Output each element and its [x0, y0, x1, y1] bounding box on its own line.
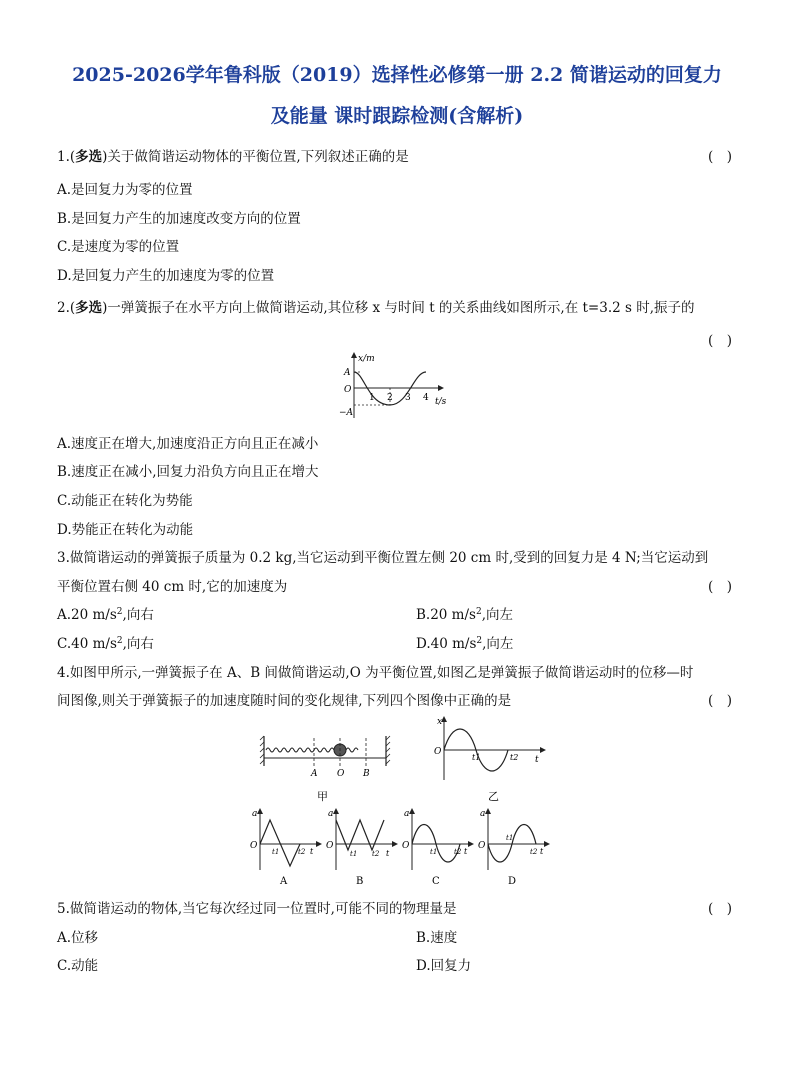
svg-text:t1: t1 — [430, 848, 438, 856]
svg-text:t2: t2 — [372, 850, 380, 858]
svg-text:O: O — [326, 841, 334, 851]
svg-text:t: t — [310, 847, 314, 856]
yi-y-label: x — [437, 717, 443, 727]
choice-c-curve — [412, 825, 460, 863]
q2-option-d: D.势能正在转化为动能 — [57, 522, 194, 538]
q3-option-d: D.40 $m/s^2$,向左 — [416, 636, 514, 652]
svg-text:t1: t1 — [272, 848, 280, 856]
q4-choice-d-graph — [474, 806, 558, 888]
q2-x-arrow — [351, 352, 357, 358]
choice-b-caption: B — [356, 876, 364, 887]
choice-d-curve — [488, 825, 536, 863]
q5-option-c: C.动能 — [57, 958, 99, 974]
yi-t2: t2 — [510, 753, 519, 762]
q2-label-A: A — [344, 368, 351, 378]
q1-multi-tag: 多选 — [75, 149, 103, 165]
q2-option-a: A.速度正在增大,加速度沿正方向且正在减小 — [57, 436, 319, 452]
svg-text:t2: t2 — [454, 848, 462, 856]
caption-jia: 甲 — [317, 790, 328, 803]
q3-stem-line1: 3.做简谐运动的弹簧振子质量为 0.2 kg,当它运动到平衡位置左侧 20 cm 时,受到的回复力是 4 N;当它运动到 — [57, 550, 709, 566]
q5-option-a: A.位移 — [57, 930, 99, 946]
svg-text:t1: t1 — [350, 850, 358, 858]
q1-number: 1.( — [57, 149, 76, 165]
q4-fig-yi-graph — [428, 714, 558, 806]
q1-option-d: D.是回复力产生的加速度为零的位置 — [57, 268, 275, 284]
q4-stem-line1: 4.如图甲所示,一弹簧振子在 A、B 间做简谐运动,O 为平衡位置,如图乙是弹簧振子做简谐运动时的位移—时 — [57, 665, 694, 681]
svg-text:a: a — [252, 809, 258, 819]
right-wall — [386, 736, 390, 766]
label-A: A — [311, 769, 318, 779]
svg-text:a: a — [480, 809, 486, 819]
choice-a-curve — [260, 820, 300, 866]
choice-c-caption: C — [432, 876, 440, 887]
q2-label-negA: −A — [339, 408, 354, 418]
svg-text:t: t — [464, 847, 468, 856]
svg-text:t2: t2 — [298, 848, 306, 856]
q2-t-arrow — [438, 385, 444, 391]
q2-multi-tag: 多选 — [75, 300, 103, 316]
q2-text: )一弹簧振子在水平方向上做简谐运动,其位移 x 与时间 t 的关系曲线如图所示,在 t=3.2 s 时,振子的 — [102, 300, 695, 316]
q1-answer-bracket: ( ) — [708, 149, 733, 165]
q2-stem — [57, 296, 695, 316]
q2-origin: O — [344, 385, 352, 395]
q5-answer-bracket: ( ) — [708, 901, 733, 917]
q1-stem — [57, 145, 409, 165]
q2-tick-4: 4 — [423, 393, 429, 403]
svg-text:a: a — [328, 809, 334, 819]
q3-stem-line2: 平衡位置右侧 40 cm 时,它的加速度为 — [57, 579, 288, 595]
q1-text: )关于做简谐运动物体的平衡位置,下列叙述正确的是 — [102, 149, 409, 165]
q4-answer-bracket: ( ) — [708, 693, 733, 709]
yi-t1: t1 — [472, 753, 481, 762]
q3-option-c: C.40 $m/s^2$,向右 — [57, 636, 154, 652]
svg-text:O: O — [250, 841, 258, 851]
q5-stem: 5.做简谐运动的物体,当它每次经过同一位置时,可能不同的物理量是 — [57, 901, 457, 917]
q2-number: 2.( — [57, 300, 76, 316]
q2-option-b: B.速度正在减小,回复力沿负方向且正在增大 — [57, 464, 319, 480]
q2-tick-1: 1 — [369, 393, 375, 403]
svg-text:t1: t1 — [506, 834, 514, 842]
q3-option-b: B.20 $m/s^2$,向左 — [416, 607, 513, 623]
q1-option-a: A.是回复力为零的位置 — [57, 182, 193, 198]
q5-option-d: D.回复力 — [416, 958, 472, 974]
q2-y-label: x/m — [358, 354, 375, 364]
choice-b-curve — [336, 820, 384, 850]
q3-answer-bracket: ( ) — [708, 579, 733, 595]
page-title-line1: 2025-2026学年鲁科版（2019）选择性必修第一册 2.2 简谐运动的回复力 — [72, 64, 722, 86]
label-B: B — [363, 769, 370, 779]
yi-t-arrow — [540, 747, 546, 753]
svg-text:t2: t2 — [530, 848, 538, 856]
q4-choice-c-graph — [398, 806, 482, 888]
q3-option-a: A.20 $m/s^2$,向右 — [57, 607, 154, 623]
q1-option-c: C.是速度为零的位置 — [57, 239, 180, 255]
q1-option-b: B.是回复力产生的加速度改变方向的位置 — [57, 211, 301, 227]
yi-t-label: t — [535, 755, 539, 765]
q4-choice-b-graph — [322, 806, 406, 888]
caption-yi: 乙 — [488, 790, 499, 803]
page-title-line2: 及能量 课时跟踪检测(含解析) — [270, 105, 524, 127]
q4-stem-line2: 间图像,则关于弹簧振子的加速度随时间的变化规律,下列四个图像中正确的是 — [57, 693, 512, 709]
q2-xt-graph — [338, 350, 458, 422]
q4-choice-a-graph — [246, 806, 330, 888]
q4-fig-jia-spring — [258, 732, 398, 804]
label-O: O — [337, 769, 345, 779]
svg-text:t: t — [386, 849, 390, 858]
svg-text:a: a — [404, 809, 410, 819]
left-wall — [260, 736, 264, 766]
q5-option-b: B.速度 — [416, 930, 458, 946]
choice-d-caption: D — [508, 876, 517, 887]
q2-tick-3: 3 — [405, 393, 411, 403]
svg-text:O: O — [478, 841, 486, 851]
svg-text:t: t — [540, 847, 544, 856]
yi-origin: O — [434, 747, 442, 757]
q2-t-label: t/s — [435, 397, 447, 407]
svg-text:O: O — [402, 841, 410, 851]
choice-a-caption: A — [280, 876, 288, 887]
q2-option-c: C.动能正在转化为势能 — [57, 493, 193, 509]
q2-answer-bracket: ( ) — [708, 333, 733, 349]
q2-tick-2: 2 — [387, 393, 393, 403]
